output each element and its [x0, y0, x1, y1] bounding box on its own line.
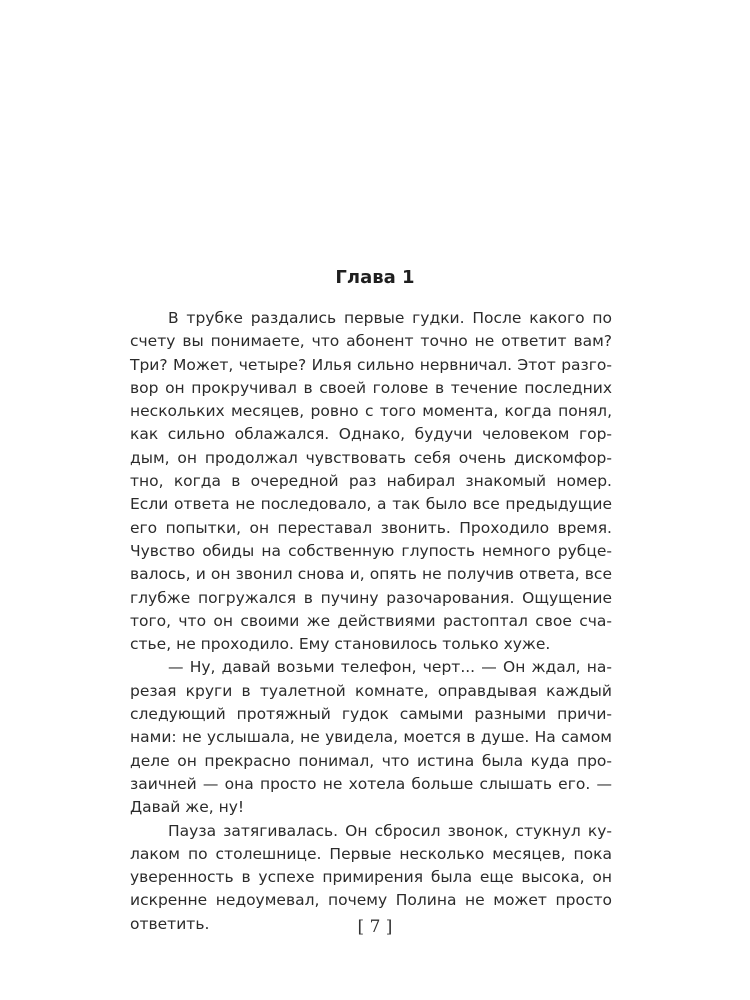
text-line: Чувство обиды на собственную глупость немного рубце-	[130, 541, 612, 560]
text-line: заичней — она просто не хотела больше слышать его. —	[130, 774, 612, 793]
text-line: нескольких месяцев, ровно с того момента, когда понял,	[130, 402, 612, 421]
text-line: вор он прокручивал в своей голове в течение последних	[130, 378, 612, 397]
text-line: уверенность в успехе примирения была еще высока, он	[130, 868, 612, 887]
text-line: тно, когда в очередной раз набирал знакомый номер.	[130, 472, 612, 491]
text-line: дым, он продолжал чувствовать себя очень дискомфор-	[130, 448, 612, 467]
text-line: глубже погружался в пучину разочарования. Ощущение	[130, 588, 612, 607]
text-line: Пауза затягивалась. Он сбросил звонок, стукнул ку-	[168, 821, 612, 840]
text-line: деле он прекрасно понимал, что истина была куда про-	[130, 751, 612, 770]
text-line: нами: не услышала, не увидела, моется в душе. На самом	[130, 728, 612, 747]
text-line: того, что он своими же действиями растоптал свое сча-	[130, 611, 612, 630]
text-line: Давай же, ну!	[130, 798, 245, 817]
text-line: лаком по столешнице. Первые несколько месяцев, пока	[130, 844, 612, 863]
chapter-text	[130, 307, 612, 936]
paragraph	[130, 307, 612, 656]
text-line: валось, и он звонил снова и, опять не получив ответа, все	[130, 565, 612, 584]
chapter-title: Глава 1	[335, 267, 415, 288]
page-number: [ 7 ]	[357, 917, 393, 937]
text-line: — Ну, давай возьми телефон, черт... — Он ждал, на-	[168, 658, 612, 677]
text-line: его попытки, он переставал звонить. Проходило время.	[130, 518, 612, 537]
text-line: ответить.	[130, 914, 210, 933]
text-line: Три? Может, четыре? Илья сильно нервничал. Этот разго-	[130, 355, 612, 374]
text-line: следующий протяжный гудок самыми разными причи-	[130, 705, 612, 724]
text-line: В трубке раздались первые гудки. После какого по	[168, 309, 612, 327]
text-line: как сильно облажался. Однако, будучи человеком гор-	[130, 425, 612, 444]
text-line: резая круги в туалетной комнате, оправдывая каждый	[130, 681, 612, 700]
paragraph	[130, 656, 612, 819]
text-line: стье, не проходило. Ему становилось только хуже.	[130, 635, 551, 654]
text-line: искренне недоумевал, почему Полина не может просто	[130, 891, 612, 910]
text-line: Если ответа не последовало, а так было все предыдущие	[130, 495, 612, 514]
text-line: счету вы понимаете, что абонент точно не ответит вам?	[130, 332, 612, 351]
